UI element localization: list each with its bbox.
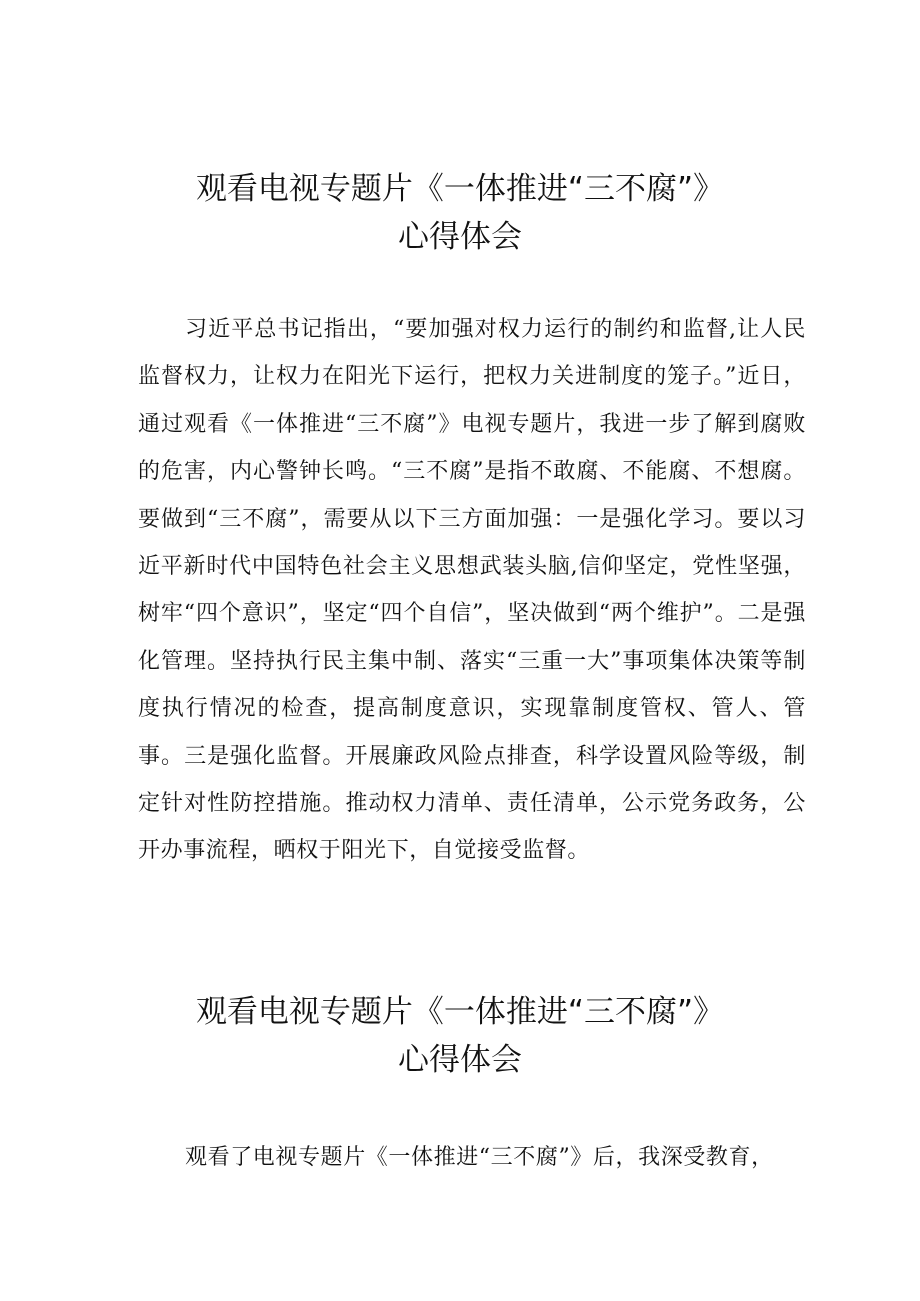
section-subtitle-line: 心得体会	[398, 1042, 522, 1078]
section-title	[0, 988, 920, 1084]
section-title-line: 观看电视专题片《一体推进“三不腐”》	[195, 171, 725, 207]
section-body-paragraph: 习近平总书记指出，“要加强对权力运行的制约和监督,让人民监督权力，让权力在阳光下运行，把权力关进制度的笼子。”近日，通过观看《一体推进“三不腐”》电视专题片，我进一步了解到腐败的危害，内心警钟长鸣。“三不腐”是指不敢腐、不能腐、不想腐。要做到“三不腐”，需要从以下三方面加强：一是强化学习。要以习近平新时代中国特色社会主义思想武装头脑,信仰坚定，党性坚强，树牢“四个意识”，坚定“四个自信”，坚决做到“两个维护”。二是强化管理。坚持执行民主集中制、落实“三重一大”事项集体决策等制度执行情况的检查，提高制度意识，实现靠制度管权、管人、管事。三是强化监督。开展廉政风险点排查，科学设置风险等级，制定针对性防控措施。推动权力清单、责任清单，公示党务政务，公开办事流程，晒权于阳光下，自觉接受监督。	[138, 317, 806, 864]
section-subtitle-line: 心得体会	[398, 219, 522, 255]
section-title	[0, 165, 920, 261]
section-body-paragraph: 观看了电视专题片《一体推进“三不腐”》后，我深受教育，	[185, 1145, 774, 1170]
section-title-line: 观看电视专题片《一体推进“三不腐”》	[195, 994, 725, 1030]
